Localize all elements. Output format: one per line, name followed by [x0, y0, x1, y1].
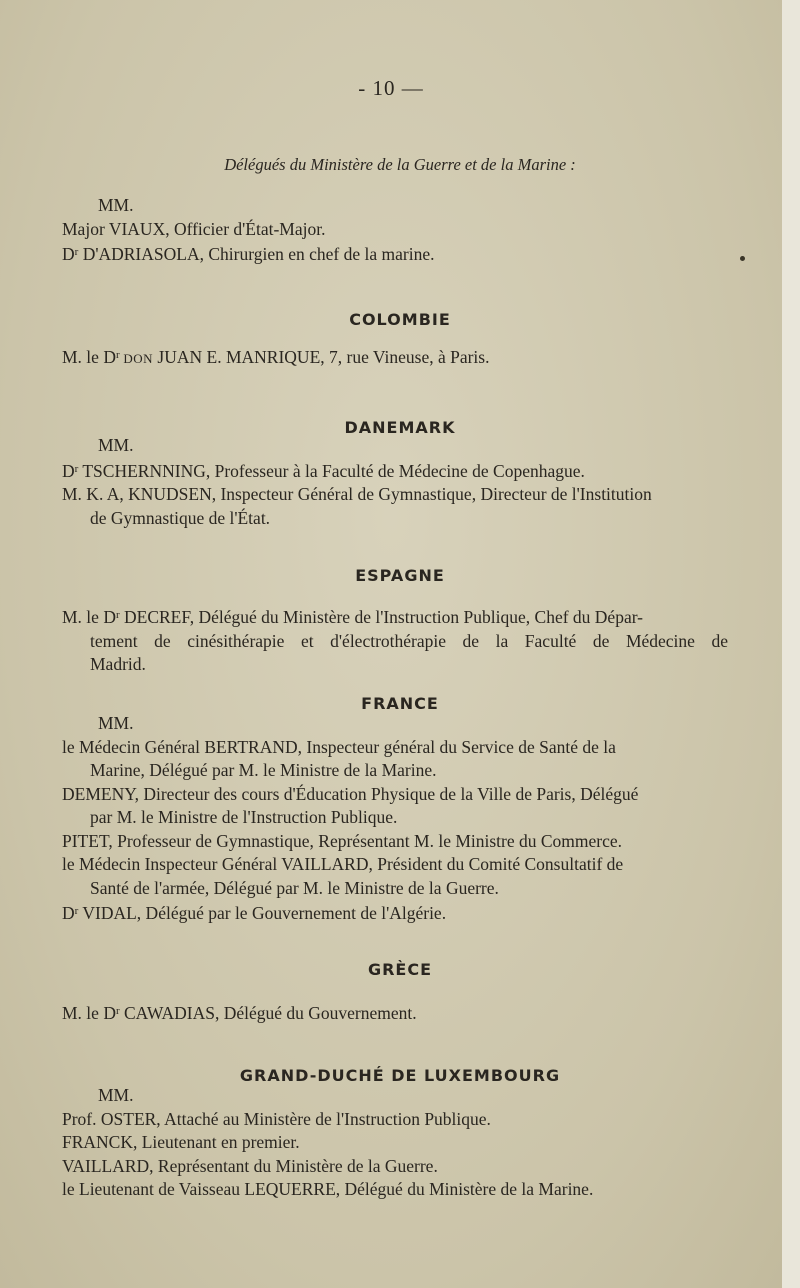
grece-block [62, 1000, 728, 1026]
luxembourg-block [62, 1084, 728, 1202]
list-item: $D^r$ VIDAL, Délégué par le Gouvernement de l'Algérie. [62, 903, 447, 923]
list-item-continuation: par M. le Ministre de l'Instruction Publique. [90, 807, 398, 827]
list-item: Major VIAUX, Officier d'État-Major. [62, 218, 326, 239]
mm-label: MM. [98, 713, 134, 733]
espagne-block [62, 604, 728, 677]
section-title-colombie: COLOMBIE [349, 310, 451, 329]
list-item-continuation: Santé de l'armée, Délégué par M. le Ministre de la Guerre. [90, 877, 499, 898]
list-item: VAILLARD, Représentant du Ministère de la Guerre. [62, 1155, 438, 1176]
danemark-block [62, 434, 728, 530]
mm-label: MM. [98, 1085, 134, 1105]
war-marine-block [62, 194, 728, 267]
list-item-continuation: Madrid. [90, 654, 146, 674]
mm-label: MM. [98, 435, 134, 455]
mm-label: MM. [98, 195, 134, 215]
list-item: $D^r$ D'ADRIASOLA, Chirurgien en chef de la marine. [62, 244, 435, 264]
list-item-continuation: Marine, Délégué par M. le Ministre de la Marine. [90, 760, 437, 780]
list-item: M. le $D^r$ CAWADIAS, Délégué du Gouvernement. [62, 1003, 417, 1023]
list-item: M. K. A, KNUDSEN, Inspecteur Général de Gymnastique, Directeur de l'Institution [62, 484, 652, 504]
list-item: M. le $D^r$ DECREF, Délégué du Ministère de l'Instruction Publique, Chef du Dépar- [62, 607, 644, 627]
list-item: $D^r$ TSCHERNNING, Professeur à la Faculté de Médecine de Copenhague. [62, 460, 585, 481]
page-edge [782, 0, 800, 1288]
section-title-danemark: DANEMARK [344, 418, 456, 437]
intro-heading: Délégués du Ministère de la Guerre et de la Marine : [224, 155, 576, 174]
list-item: FRANCK, Lieutenant en premier. [62, 1132, 300, 1152]
list-item: Prof. OSTER, Attaché au Ministère de l'Instruction Publique. [62, 1108, 491, 1129]
page-number: - 10 — [358, 76, 424, 100]
list-item: PITET, Professeur de Gymnastique, Représentant M. le Ministre du Commerce. [62, 830, 623, 851]
list-item: M. le $D^r$ DON JUAN E. MANRIQUE, 7, rue Vineuse, à Paris. [62, 347, 490, 367]
list-item: le Lieutenant de Vaisseau LEQUERRE, Délégué du Ministère de la Marine. [62, 1179, 594, 1199]
section-title-espagne: ESPAGNE [355, 566, 445, 585]
section-title-luxembourg: GRAND-DUCHÉ DE LUXEMBOURG [239, 1066, 561, 1085]
list-item: le Médecin Général BERTRAND, Inspecteur général du Service de Santé de la [62, 736, 616, 757]
colombie-block [62, 344, 728, 371]
section-title-france: FRANCE [361, 694, 439, 713]
ink-speck [740, 256, 745, 261]
list-item: le Médecin Inspecteur Général VAILLARD, Président du Comité Consultatif de [62, 854, 624, 874]
list-item: DEMENY, Directeur des cours d'Éducation Physique de la Ville de Paris, Délégué [62, 783, 639, 804]
list-item-continuation: tement de cinésithérapie et d'électrothérapie de la Faculté de Médecine de [90, 630, 728, 651]
france-block [62, 712, 728, 926]
list-item-continuation: de Gymnastique de l'État. [90, 507, 271, 528]
section-title-grece: GRÈCE [367, 960, 433, 979]
